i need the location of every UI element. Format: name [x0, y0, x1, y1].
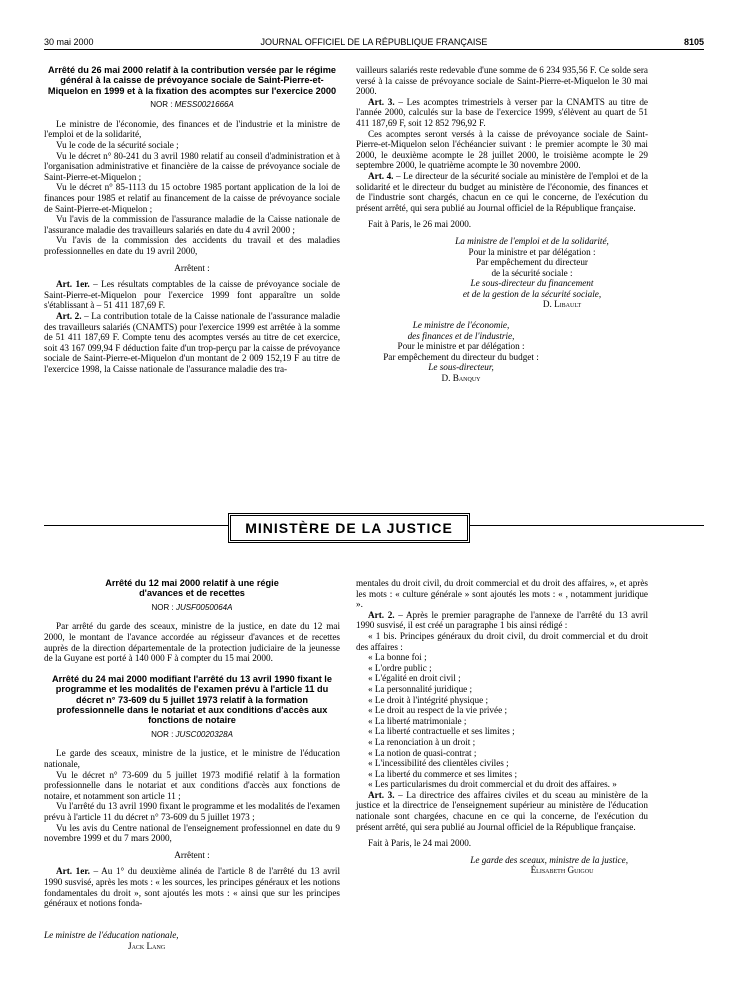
article-2 [44, 311, 340, 375]
nor-code: JUSC0020328A [175, 729, 233, 739]
list-item: « L'incessibilité des clientèles civiles ; [368, 758, 509, 769]
signature-line: Le ministre de l'éducation nationale, [44, 930, 179, 940]
article-4 [356, 171, 648, 213]
top-right-column [356, 65, 648, 384]
signature-line: Par empêchement du directeur [476, 257, 588, 268]
signature-line: Par empêchement du directeur du budget : [383, 351, 539, 362]
article-3 [356, 97, 648, 129]
signature-line: Le sous-directeur, [428, 362, 494, 373]
signing-place-date: Fait à Paris, le 24 mai 2000. [368, 838, 472, 849]
paragraph: « Les particularismes du droit commercial et du droit des affaires. » [368, 779, 617, 790]
signing-place-date: Fait à Paris, le 26 mai 2000. [368, 219, 472, 230]
list-item: « La renonciation à un droit ; [368, 736, 476, 747]
page-header [44, 37, 704, 49]
article-text: – Les résultats comptables de la caisse de prévoyance sociale de Saint-Pierre-et-Miquelon pour l'exercice 1999 font apparaître un solde s'établissant à – 51 411 187,69 F. [44, 279, 340, 311]
paragraph: Le garde des sceaux, ministre de la justice, et le ministre de l'éducation nationale, [44, 748, 340, 769]
article-text: – Au 1° du deuxième alinéa de l'article 8 de l'arrêté du 13 avril 1990 susvisé, après les mots : « les sources, les principes généraux et les notions fondamentales du droit », sont ajoutés les mots : « ainsi que sur les principes généraux et notions fonda- [44, 866, 340, 909]
paragraph: Ces acomptes seront versés à la caisse de prévoyance sociale de Saint-Pierre-et-Miquelon selon l'échéancier suivant : le premier acompte le 30 mai 2000, le deuxième acompte le 28 juillet 2000, le troisième acompte le 29 septembre 2000, le quatrième acompte le 30 novembre 2000. [356, 128, 648, 171]
header-date: 30 mai 2000 [44, 37, 94, 47]
signature-line: La ministre de l'emploi et de la solidarité, [455, 235, 609, 246]
nor-code: JUSF0050064A [175, 602, 233, 612]
article-text: – La directrice des affaires civiles et du sceau au ministère de la justice et la directrice de l'enseignement supérieur au ministère de l'éducation nationale sont chargées, chacune en ce qui la concerne, de l'exécution du présent arrêté, qui sera publié au Journal officiel de la République française. [356, 789, 648, 832]
nor-label: NOR : [151, 602, 174, 612]
arretent-heading: Arrêtent : [174, 262, 210, 273]
list-item: « La bonne foi ; [368, 652, 427, 663]
paragraph: Vu le décret n° 73-609 du 5 juillet 1973 modifié relatif à la formation professionnelle dans le notariat et aux conditions d'accès aux fonctions de notaire, et notamment son article 11 ; [44, 769, 340, 801]
list-item: « Le droit à l'intégrité physique ; [368, 694, 489, 705]
decree-title-contribution: Arrêté du 26 mai 2000 relatif à la contribution versée par le régime général à la caisse de prévoyance sociale de Saint-Pierre-et-Miquelon en 1999 et à la fixation des acomptes sur l'exercice 2000 [47, 65, 337, 96]
article-text: – Le directeur de la sécurité sociale au ministère de l'emploi et de la solidarité et le directeur du budget au ministère de l'économie, des finances et de l'industrie sont chargés, chacun en ce qui le concerne, de l'exécution du présent arrêté, qui sera publié au Journal officiel de la République française. [356, 170, 648, 213]
article-3 [356, 790, 648, 832]
signature-line: Pour la ministre et par délégation : [468, 246, 596, 257]
article-text: – Après le premier paragraphe de l'annexe de l'arrêté du 13 avril 1990 susvisé, il est créé un paragraphe 1 bis ainsi rédigé : [356, 609, 649, 631]
list-item: « La liberté du commerce et ses limites ; [368, 768, 517, 779]
ministry-rule-left [44, 525, 228, 526]
article-label: Art. 3. [368, 789, 395, 800]
signatory-name: Élisabeth Guigou [530, 865, 594, 876]
paragraph: Vu le code de la sécurité sociale ; [56, 140, 179, 150]
article-text: – Les acomptes trimestriels à verser par la CNAMTS au titre de l'année 2000, calculés sur la base de l'exercice 1999, s'élèvent au quart de 51 411 187,69 F, soit 12 852 796,92 F. [356, 96, 648, 128]
signature-line: des finances et de l'industrie, [407, 330, 515, 341]
list-item: « L'ordre public ; [368, 662, 432, 673]
ministry-heading: MINISTÈRE DE LA JUSTICE [228, 513, 470, 543]
article-text: – La contribution totale de la Caisse nationale de l'assurance maladie des travailleurs salariés (CNAMTS) pour l'exercice 1999 est arrêtée à la somme de 51 411 187,69 F. Compte tenu des acomptes versés au titre de cet exercice, soit 43 167 099,94 F déduction faite d'un trop-perçu par la caisse de prévoyance sociale de Saint-Pierre-et-Miquelon d'un montant de 2 009 152,19 F au titre de l'exercice 1998, la Caisse nationale de l'assurance maladie des tra- [44, 310, 340, 374]
signature-block-1 [356, 236, 648, 310]
bottom-right-column [356, 578, 648, 876]
decree-title-regie: Arrêté du 12 mai 2000 relatif à une régie d'avances et de recettes [105, 578, 279, 599]
nor-code: MESS0021666A [174, 100, 234, 110]
nor-label: NOR : [151, 729, 174, 739]
paragraph: Par arrêté du garde des sceaux, ministre de la justice, en date du 12 mai 2000, le montant de l'avance accordée au régisseur d'avances et de recettes auprès de la direction départementale de la protection judiciaire de la jeunesse de la Guyane est porté à 140 000 F à compter du 15 mai 2000. [44, 621, 340, 664]
article-1 [44, 866, 340, 908]
decree-title-notariat: Arrêté du 24 mai 2000 modifiant l'arrêté du 13 avril 1990 fixant le programme et les modalités de l'examen prévu à l'article 11 du décret n° 73-609 du 5 juillet 1973 relatif à la formation professionnelle dans le notariat et aux conditions d'accès aux fonctions de notaire [52, 673, 332, 726]
bottom-signature-block [44, 930, 344, 951]
ministry-rule-right [470, 525, 704, 526]
signature-line: et de la gestion de la sécurité sociale, [462, 288, 602, 299]
article-1 [44, 279, 340, 311]
nor-reference [44, 603, 340, 614]
signature-block-2 [356, 320, 566, 384]
paragraph: « 1 bis. Principes généraux du droit civil, du droit commercial et du droit des affaires : [356, 630, 648, 652]
paragraph: mentales du droit civil, du droit commercial et du droit des affaires, », et après les mots : « culture générale » sont ajoutés les mots : « , notamment juridique ». [356, 578, 648, 610]
article-label: Art. 2. [368, 609, 395, 620]
paragraph: vailleurs salariés reste redevable d'une somme de 6 234 935,56 F. Ce solde sera versé à la caisse de prévoyance sociale de Saint-Pierre-et-Miquelon le 30 mai 2000. [356, 65, 648, 97]
paragraph: Vu le décret n° 80-241 du 3 avril 1980 relatif au conseil d'administration et à l'organisation administrative et financière de la caisse de prévoyance sociale de Saint-Pierre-et-Miquelon ; [44, 150, 340, 182]
paragraph: Le ministre de l'économie, des finances et de l'industrie et la ministre de l'emploi et de la solidarité, [44, 118, 340, 140]
article-label: Art. 4. [368, 170, 394, 181]
header-page-number: 8105 [683, 37, 704, 47]
list-item: « Le droit au respect de la vie privée ; [368, 705, 508, 716]
list-item: « La notion de quasi-contrat ; [368, 747, 477, 758]
top-left-column [44, 65, 340, 374]
paragraph: Vu les avis du Centre national de l'enseignement professionnel en date du 9 novembre 1999 et du 7 mars 2000, [44, 822, 340, 844]
article-label: Art. 2. [56, 310, 82, 321]
bottom-left-column [44, 578, 340, 909]
paragraph: Vu l'arrêté du 13 avril 1990 fixant le programme et les modalités de l'examen prévu à l'article 11 du décret n° 73-609 du 5 juillet 1973 ; [44, 801, 340, 822]
nor-reference [44, 100, 340, 111]
header-journal-title: JOURNAL OFFICIEL DE LA RÉPUBLIQUE FRANÇAISE [260, 37, 488, 47]
list-item: « La liberté matrimoniale ; [368, 715, 467, 726]
article-2 [356, 610, 648, 631]
signatory-name: D. Libault [542, 299, 582, 310]
principles-list [356, 652, 648, 779]
list-item: « L'égalité en droit civil ; [368, 673, 461, 684]
signatory-name: Jack Lang [128, 940, 166, 951]
nor-reference [44, 730, 340, 741]
arretent-heading: Arrêtent : [174, 849, 210, 860]
list-item: « La personnalité juridique ; [368, 683, 473, 694]
signature-line: Le sous-directeur du financement [470, 278, 594, 289]
article-label: Art. 3. [368, 96, 395, 107]
signature-line: Pour le ministre et par délégation : [397, 341, 525, 352]
signature-line: Le garde des sceaux, ministre de la justice, [470, 854, 628, 865]
article-label: Art. 1er. [56, 279, 90, 290]
signatory-name: D. Banquy [441, 373, 481, 384]
signature-line: de la sécurité sociale : [491, 267, 573, 278]
header-rule [44, 49, 704, 50]
nor-label: NOR : [150, 100, 173, 110]
signature-line: Le ministre de l'économie, [412, 320, 510, 331]
paragraph: Vu le décret n° 85-1113 du 15 octobre 1985 portant application de la loi de finances pour 1985 et relatif au financement de la caisse de prévoyance sociale de Saint-Pierre-et-Miquelon ; [44, 182, 340, 214]
article-label: Art. 1er. [56, 866, 90, 877]
list-item: « La liberté contractuelle et ses limites ; [368, 726, 515, 737]
paragraph: Vu l'avis de la commission des accidents du travail et des maladies professionnelles en date du 19 avril 2000, [44, 235, 340, 256]
paragraph: Vu l'avis de la commission de l'assurance maladie de la Caisse nationale de l'assurance maladie des travailleurs salariés en date du 4 avril 2000 ; [44, 214, 340, 235]
